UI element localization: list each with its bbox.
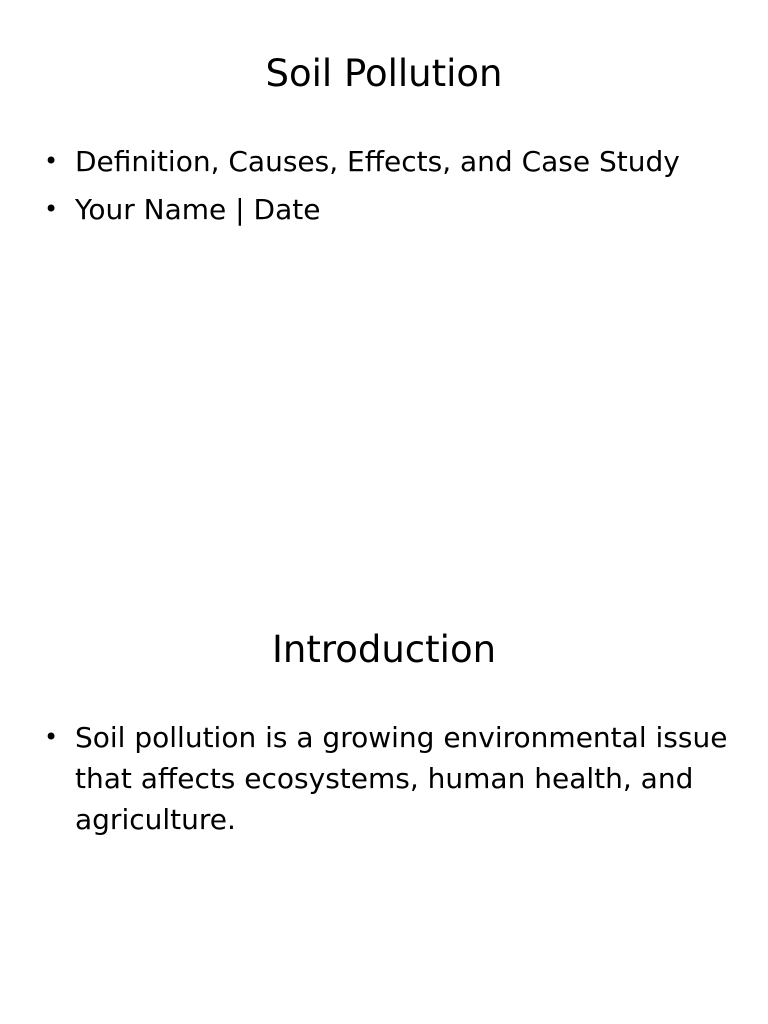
slide-1-title: Soil Pollution [265, 52, 503, 95]
slide-2-bullet-list [44, 717, 734, 847]
slide-1-bullet-1 [44, 141, 734, 182]
slide-1-bullet-list [44, 141, 734, 237]
bullet-icon: • [44, 195, 59, 223]
slide-2-bullet-1-text: Soil pollution is a growing environmental issue that affects ecosystems, human health, and agriculture. [75, 721, 728, 836]
bullet-icon: • [44, 723, 59, 751]
slide-2-bullet-1 [44, 717, 734, 840]
slide-2 [0, 576, 768, 1024]
slide-1-bullet-1-text: Definition, Causes, Effects, and Case Study [75, 145, 680, 178]
slide-2-title: Introduction [271, 628, 497, 671]
slide-1-bullet-2 [44, 189, 734, 230]
slide-1-bullet-2-text: Your Name | Date [75, 193, 321, 226]
bullet-icon: • [44, 147, 59, 175]
